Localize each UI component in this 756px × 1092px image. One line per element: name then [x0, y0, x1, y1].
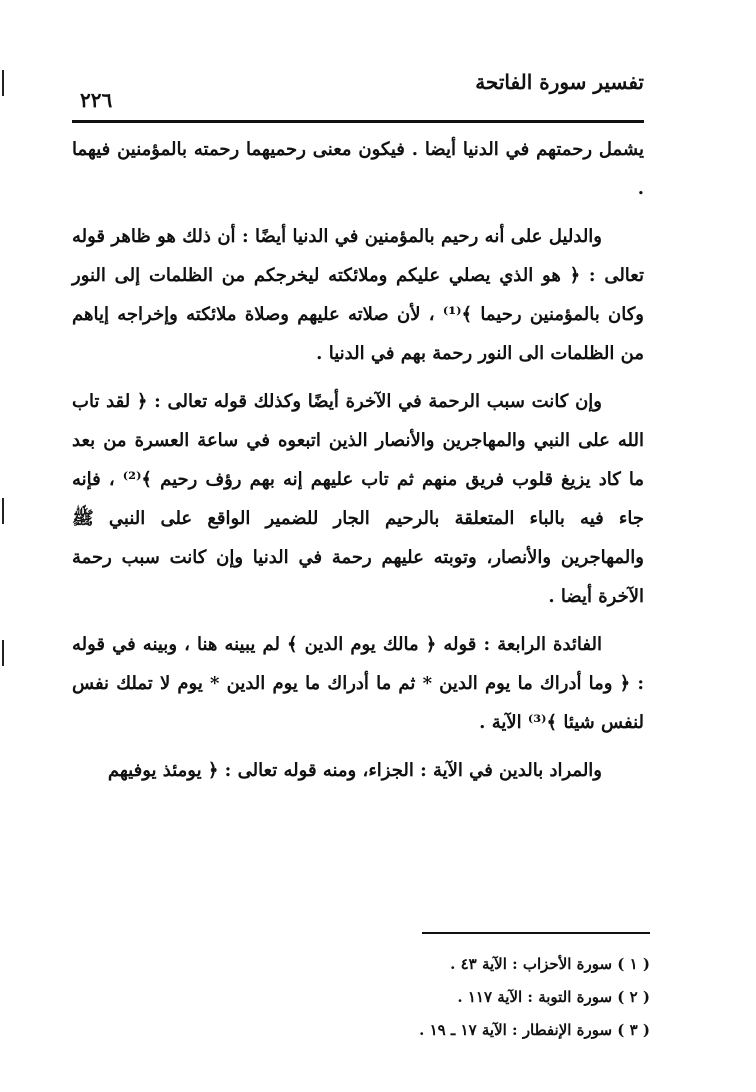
footnotes: [300, 948, 650, 1047]
scan-edge-mark: [2, 640, 4, 666]
paragraph-gap: [72, 742, 644, 751]
page-number: ٢٢٦: [80, 88, 113, 112]
scan-edge-mark: [2, 498, 4, 524]
footnote: ( ٣ ) سورة الإنفطار : الآية ١٧ ـ ١٩ .: [419, 1021, 650, 1039]
paragraph: الفائدة الرابعة : قوله ﴿ مالك يوم الدين ﴾ لم يبينه هنا ، وبينه في قوله : ﴿ وما أدراك ما يوم الدين * ثم ما أدراك ما يوم الدين * يوم لا تملك نفس لنفس شيئا ﴾⁽³⁾ الآية .: [72, 634, 644, 733]
header-rule: [72, 120, 644, 123]
body-text: [72, 130, 644, 790]
footnote: ( ٢ ) سورة التوبة : الآية ١١٧ .: [457, 988, 650, 1006]
paragraph: وإن كانت سبب الرحمة في الآخرة أيضًا وكذلك قوله تعالى : ﴿ لقد تاب الله على النبي والمهاجرين والأنصار الذين اتبعوه في ساعة العسرة من بعد ما كاد يزيغ قلوب فريق منهم ثم تاب عليهم إنه بهم رؤف رحيم ﴾⁽²⁾ ، فإنه جاء فيه بالباء المتعلقة بالرحيم الجار للضمير الواقع على النبي ﷺ والمهاجرين والأنصار، وتوبته عليهم رحمة في الدنيا وإن كانت سبب رحمة الآخرة أيضا .: [72, 391, 645, 607]
paragraph-gap: [72, 616, 644, 625]
paragraph: والمراد بالدين في الآية : الجزاء، ومنه قوله تعالى : ﴿ يومئذ يوفيهم: [107, 760, 602, 781]
scan-edge-mark: [2, 70, 4, 96]
header-title: تفسير سورة الفاتحة: [475, 70, 644, 94]
running-header: [72, 70, 644, 118]
paragraph-gap: [72, 373, 644, 382]
paragraph-gap: [72, 208, 644, 217]
footnote-rule: [422, 932, 650, 934]
footnote: ( ١ ) سورة الأحزاب : الآية ٤٣ .: [450, 955, 650, 973]
paragraph: يشمل رحمتهم في الدنيا أيضا . فيكون معنى رحميهما رحمته بالمؤمنين فيهما .: [72, 139, 644, 199]
paragraph: والدليل على أنه رحيم بالمؤمنين في الدنيا أيضًا : أن ذلك هو ظاهر قوله تعالى : ﴿ هو الذي يصلي عليكم وملائكته ليخرجكم من الظلمات إلى النور وكان بالمؤمنين رحيما ﴾⁽¹⁾ ، لأن صلاته عليهم وصلاة ملائكته وإخراجه إياهم من الظلمات الى النور رحمة بهم في الدنيا .: [72, 226, 644, 364]
